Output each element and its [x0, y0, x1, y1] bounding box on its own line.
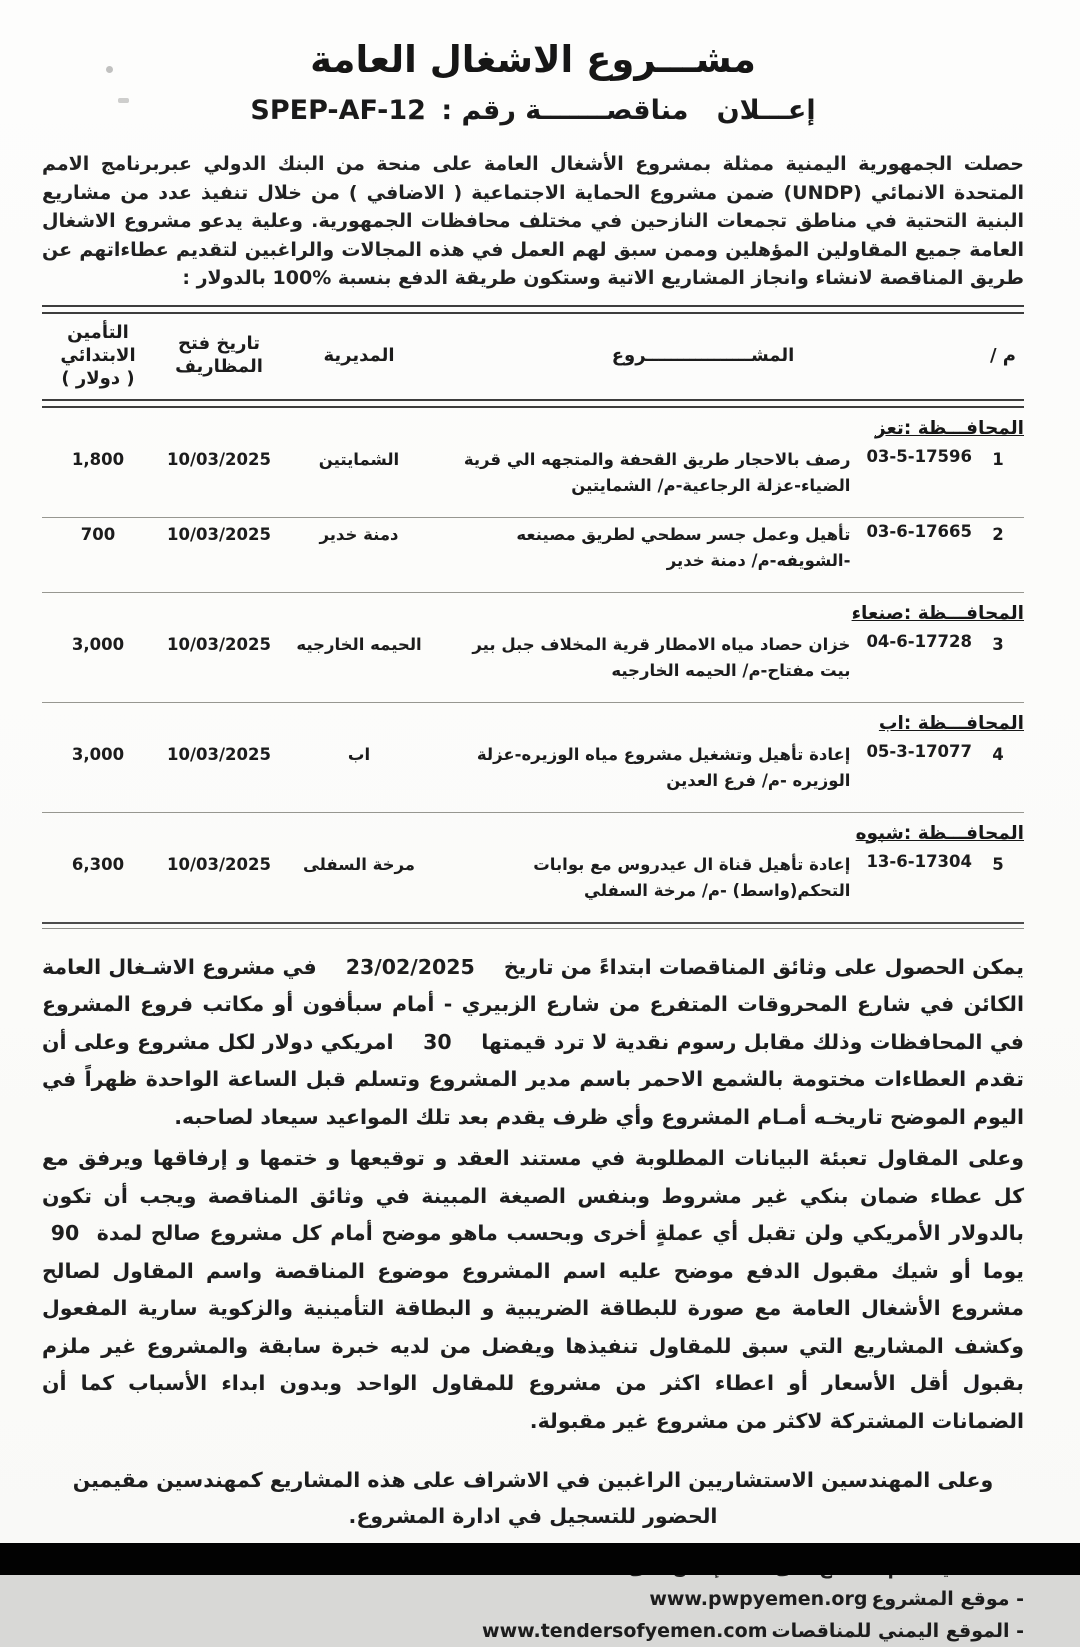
row-divider — [42, 702, 1024, 703]
website-url: www.pwpyemen.org — [649, 1588, 868, 1610]
table-header-bottom-rule — [42, 399, 1024, 408]
deposit-cell: 3,000 — [71, 634, 125, 654]
project-description: إعادة تأهيل قناة ال عيدروس مع بوابات التحكم(واسط) -م/ مرخة السفلي — [533, 854, 851, 900]
scan-artifact — [106, 66, 113, 73]
governorate-label: المحافـــظة :شبوه — [855, 822, 1024, 844]
bottom-black-bar — [0, 1543, 1080, 1575]
row-number-cell: 1 — [992, 449, 1004, 469]
project-code: 04-6-17728 — [866, 631, 972, 651]
deposit-cell: 3,000 — [71, 744, 125, 764]
table-row — [42, 443, 1024, 499]
project-cell — [434, 632, 972, 684]
intro-paragraph: حصلت الجمهورية اليمنية ممثلة بمشروع الأشغال العامة على منحة من البنك الدولي عبربرنامج الامم المتحدة الانمائي (UNDP) ضمن مشروع الحماية الاجتماعية ( الاضافي ) من خلال تنفيذ عدد من مشاريع البنية التحتية في مناطق تجمعات النازحين في مختلف محافظات الجمهورية. وعلية يدعو مشروع الاشغال العامة جميع المقاولين المؤهلين وممن سبق لهم العمل في هذه المجالات والراغبين لتقديم عطاءاتهم عن طريق المناقصة لانشاء وانجاز المشاريع الاتية وستكون طريقة الدفع بنسبة %100 بالدولار : — [42, 153, 1025, 289]
deposit-cell: 1,800 — [71, 449, 125, 469]
table-body — [42, 418, 1024, 904]
project-cell — [434, 522, 972, 574]
col-header-project: المشـــــــــــــــــروع — [611, 344, 795, 366]
tender-number: SPEP-AF-12 — [250, 95, 426, 126]
project-cell — [434, 447, 972, 499]
open-date-cell: 10/03/2025 — [167, 524, 271, 544]
row-divider — [42, 812, 1024, 813]
row-number-cell: 3 — [992, 634, 1004, 654]
scan-artifact — [118, 98, 129, 103]
district-cell: اب — [347, 744, 371, 764]
district-cell: دمنة خدير — [319, 524, 399, 544]
open-date-cell: 10/03/2025 — [167, 634, 271, 654]
table-row — [42, 628, 1024, 684]
table-header-row — [42, 314, 1024, 399]
governorate-label: المحافـــظة :اب — [878, 712, 1024, 734]
project-description: خزان حصاد مياه الامطار قرية المخلاف جبل بير بيت مفتاح-م/ الحيمه الخارجيه — [472, 634, 851, 680]
project-description: رصف بالاحجار طريق القحفة والمتجهه الي قرية الضياء-عزلة الرجاعية-م/ الشمايتين — [463, 449, 851, 495]
tender-announcement-label: إعـــلان مناقصـــــــة رقم : — [441, 95, 816, 126]
col-header-open-date: تاريخ فتح المظاريف — [175, 333, 263, 377]
governorate-label: المحافـــظة :تعز — [874, 417, 1024, 439]
project-code: 13-6-17304 — [866, 851, 972, 871]
tender-announcement-line — [42, 95, 1024, 126]
row-divider — [42, 592, 1024, 593]
governorate-label: المحافـــظة :صنعاء — [851, 602, 1024, 624]
open-date-cell: 10/03/2025 — [167, 449, 271, 469]
district-cell: الحيمه الخارجيه — [296, 634, 422, 654]
col-header-deposit: التأمين الابتدائي ( دولار ) — [60, 321, 136, 389]
district-cell: الشمايتين — [318, 449, 400, 469]
website-url: www.tendersofyemen.com — [482, 1620, 768, 1642]
project-code: 03-5-17596 — [866, 446, 972, 466]
website-link — [42, 1615, 1024, 1647]
open-date-cell: 10/03/2025 — [167, 744, 271, 764]
table-row — [42, 518, 1024, 574]
paragraph-consulting-engineers: وعلى المهندسين الاستشاريين الراغبين في الاشراف على هذه المشاريع كمهندسين مقيمين الحضور للتسجيل في ادارة المشروع. — [72, 1468, 994, 1528]
deposit-cell: 700 — [80, 524, 116, 544]
open-date-cell: 10/03/2025 — [167, 854, 271, 874]
table-top-rule — [42, 305, 1024, 314]
paragraph-document-purchase: يمكن الحصول على وثائق المناقصات ابتداءً من تاريخ 23/02/2025 في مشروع الاشـغال العامة الكائن في شارع المحروقات المتفرع من شارع الزبيري - أمام سبأفون أو مكاتب فروع المشروع في المحافظات وذلك مقابل رسوم نقدية لا ترد قيمتها 30 امريكي دولار لكل مشروع وعلى أن تقدم العطاءات مختومة بالشمع الاحمر باسم مدير المشروع وتسلم قبل الساعة الواحدة ظهراً في اليوم الموضح تاريخـه أمـام المشروع وأي ظرف يقدم بعد تلك المواعيد سيعاد لصاحبه. — [42, 954, 1024, 1129]
table-bottom-rule — [42, 922, 1024, 929]
deposit-cell: 6,300 — [71, 854, 125, 874]
paragraph-bid-requirements: وعلى المقاول تعبئة البيانات المطلوبة في مستند العقد و توقيعها و ختمها و إرفاقها ويرفق مع كل عطاء ضمان بنكي غير مشروط وبنفس الصيغة المبينة في وثائق المناقصة ويجب أن تكون بالدولار الأمريكي ولن تقبل أي عملةٍ أخرى وبحسب ماهو موضح أمام كل مشروع صالح لمدة 90 يوما أو شيك مقبول الدفع موضح عليه اسم المشروع موضوع المناقصة واسم المقاول لصالح مشروع الأشغال العامة مع صورة للبطاقة الضريبية و البطاقة التأمينية والزكوية سارية المفعول وكشف المشاريع التي سبق للمقاول تنفيذها ويفضل من لديه خبرة سابقة والمشروع غير ملزم بقبول أقل الأسعار أو اعطاء اكثر من مشروع للمقاول الواحد وبدون ابداء الأسباب كما أن الضمانات المشتركة لاكثر من مشروع غير مقبولة. — [42, 1146, 1024, 1433]
district-cell: مرخة السفلى — [302, 854, 416, 874]
project-code: 05-3-17077 — [866, 741, 972, 761]
row-number-cell: 4 — [992, 744, 1004, 764]
col-header-no: م / — [989, 344, 1016, 366]
table-row — [42, 738, 1024, 794]
website-link-label: - موقع المشروع — [871, 1588, 1024, 1610]
row-number-cell: 5 — [992, 854, 1004, 874]
table-row — [42, 848, 1024, 904]
project-description: تأهيل وعمل جسر سطحي لطريق مصينعه -الشويفه-م/ دمنة خدير — [516, 524, 851, 570]
links-list — [42, 1583, 1024, 1647]
project-cell — [434, 852, 972, 904]
col-header-district: المديرية — [323, 344, 395, 366]
page-title: مشـــروع الاشغال العامة — [310, 38, 756, 81]
project-description: إعادة تأهيل وتشغيل مشروع مياه الوزيره-عزلة الوزيره -م/ فرع العدين — [476, 744, 851, 790]
website-link — [42, 1583, 1024, 1615]
project-code: 03-6-17665 — [866, 521, 972, 541]
project-cell — [434, 742, 972, 794]
website-link-label: - الموقع اليمني للمناقصات — [771, 1620, 1024, 1642]
row-number-cell: 2 — [992, 524, 1004, 544]
